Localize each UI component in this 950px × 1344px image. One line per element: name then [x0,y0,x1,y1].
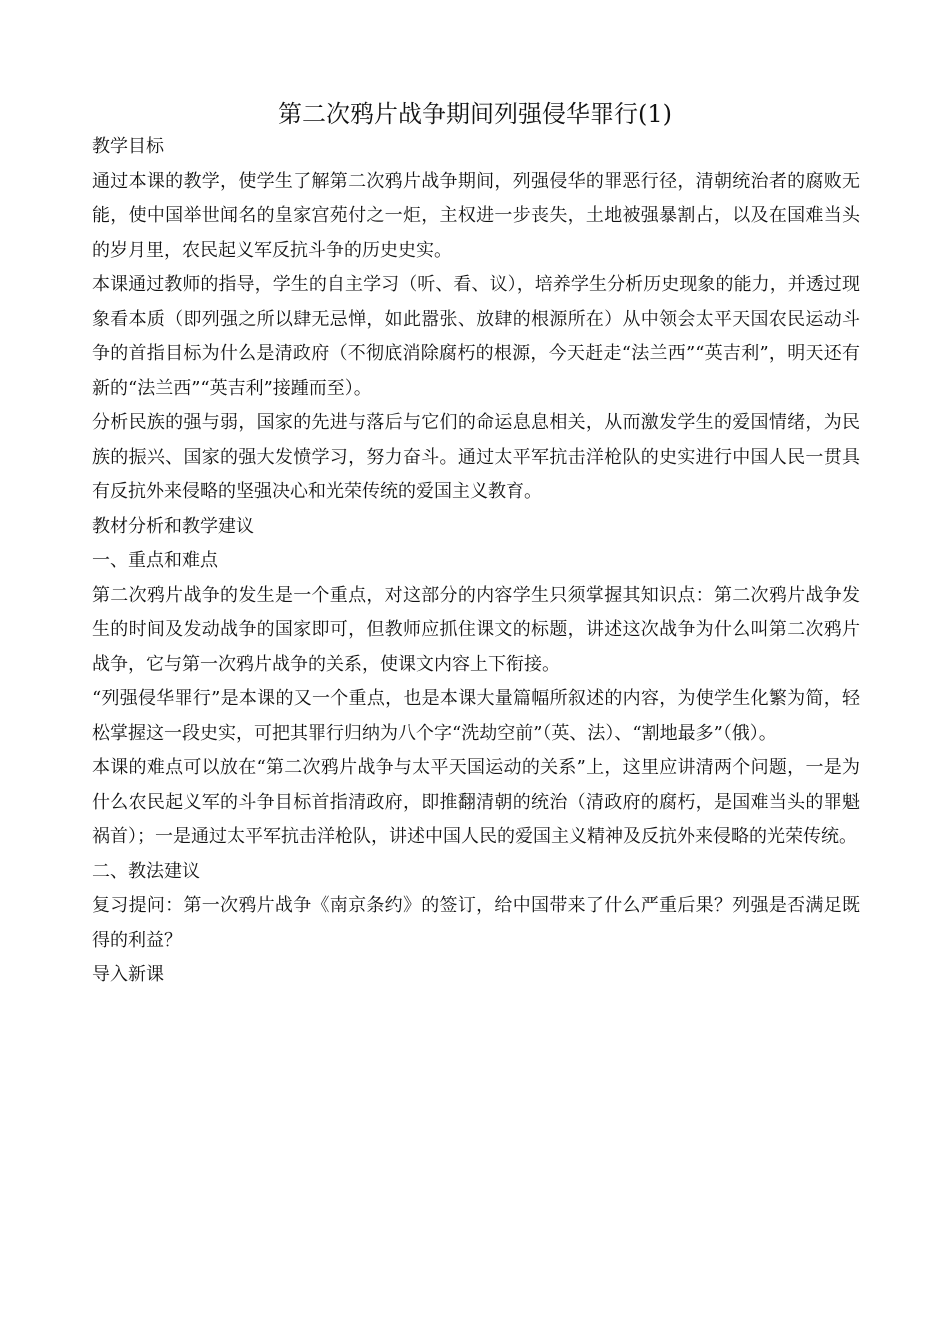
paragraph-key-point-war: 第二次鸦片战争的发生是一个重点，对这部分的内容学生只须掌握其知识点：第二次鸦片战争发生的时间及发动战争的国家即可，但教师应抓住课文的标题，讲述这次战争为什么叫第二次鸦片战争，它与第一次鸦片战争的关系，使课文内容上下衔接。 [92,584,860,675]
section-heading-teaching-goals: 教学目标 [92,136,164,157]
paragraph-review-question: 复习提问：第一次鸦片战争《南京条约》的签订，给中国带来了什么严重后果？列强是否满足既得的利益？ [92,895,860,951]
paragraph-introduce-lesson: 导入新课 [92,964,164,985]
subheading-teaching-methods: 二、教法建议 [92,860,200,882]
paragraph-goal-ability: 本课通过教师的指导，学生的自主学习（听、看、议），培养学生分析历史现象的能力，并透过现象看本质（即列强之所以肆无忌惮，如此嚣张、放肆的根源所在）从中领会太平天国农民运动斗争的首指目标为什么是清政府（不彻底消除腐朽的根源，今天赶走“法兰西”“英吉利”，明天还有新的“法兰西”“英吉利”接踵而至）。 [92,274,860,399]
document-title: 第二次鸦片战争期间列强侵华罪行(1) [278,100,672,128]
paragraph-goal-patriotism: 分析民族的强与弱，国家的先进与落后与它们的命运息息相关，从而激发学生的爱国情绪，为民族的振兴、国家的强大发愤学习，努力奋斗。通过太平军抗击洋枪队的史实进行中国人民一贯具有反抗外来侵略的坚强决心和光荣传统的爱国主义教育。 [92,412,860,502]
section-heading-analysis: 教材分析和教学建议 [92,515,254,537]
document-body [92,130,860,993]
subheading-key-points: 一、重点和难点 [92,550,218,571]
paragraph-goal-knowledge: 通过本课的教学，使学生了解第二次鸦片战争期间，列强侵华的罪恶行径，清朝统治者的腐败无能，使中国举世闻名的皇家宫苑付之一炬，主权进一步丧失，土地被强暴割占，以及在国难当头的岁月里，农民起义军反抗斗争的历史史实。 [92,170,860,261]
paragraph-difficult-point: 本课的难点可以放在“第二次鸦片战争与太平天国运动的关系”上，这里应讲清两个问题，一是为什么农民起义军的斗争目标首指清政府，即推翻清朝的统治（清政府的腐朽，是国难当头的罪魁祸首）；一是通过太平军抗击洋枪队，讲述中国人民的爱国主义精神及反抗外来侵略的光荣传统。 [92,757,860,847]
paragraph-key-point-crimes: “列强侵华罪行”是本课的又一个重点，也是本课大量篇幅所叙述的内容，为使学生化繁为简，轻松掌握这一段史实，可把其罪行归纳为八个字“洗劫空前”（英、法）、“割地最多”（俄）。 [92,688,860,744]
